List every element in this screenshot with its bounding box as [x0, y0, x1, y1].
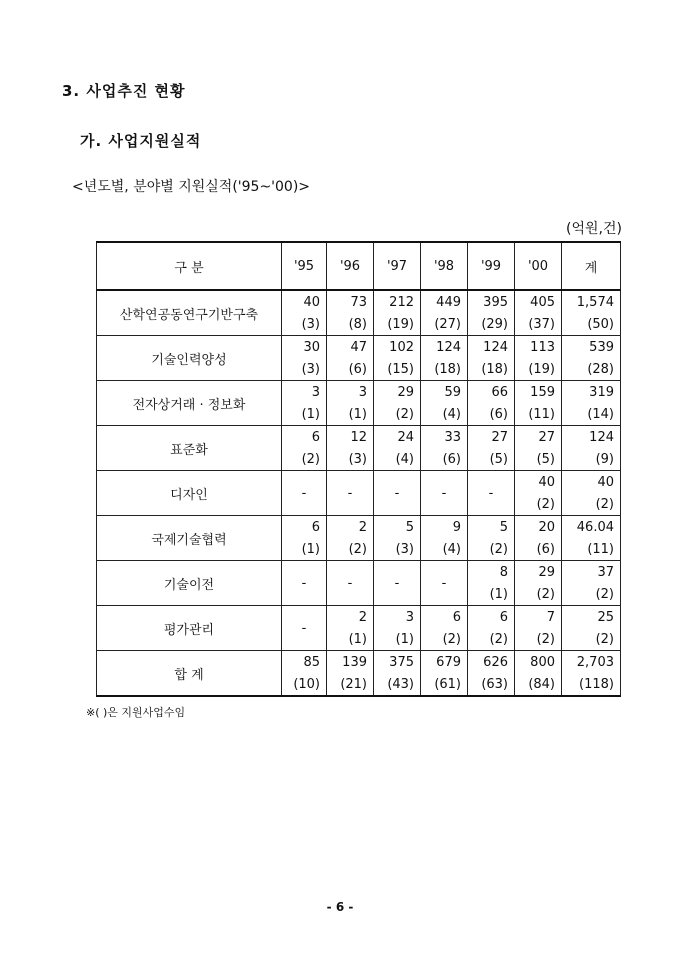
value-cell: 29: [374, 381, 421, 404]
count-cell: (19): [374, 313, 421, 336]
value-cell: 85: [282, 651, 327, 674]
value-cell: 395: [468, 290, 515, 313]
count-cell: (6): [515, 538, 562, 561]
value-cell: -: [374, 561, 421, 606]
count-cell: (15): [374, 358, 421, 381]
header-cell: 계: [562, 242, 621, 290]
table-row: [97, 561, 621, 584]
count-cell: (18): [421, 358, 468, 381]
value-cell: 6: [282, 516, 327, 539]
value-cell: 40: [515, 471, 562, 494]
value-cell: 40: [282, 290, 327, 313]
count-cell: (1): [374, 628, 421, 651]
value-cell: 46.04: [562, 516, 621, 539]
value-cell: 6: [468, 606, 515, 629]
section-heading: 3. 사업추진 현황: [62, 82, 186, 100]
value-cell: 159: [515, 381, 562, 404]
value-cell: 139: [327, 651, 374, 674]
count-cell: (8): [327, 313, 374, 336]
value-cell: 102: [374, 336, 421, 359]
count-cell: (1): [282, 403, 327, 426]
count-cell: (14): [562, 403, 621, 426]
value-cell: 30: [282, 336, 327, 359]
count-cell: (2): [515, 583, 562, 606]
category-cell: 산학연공동연구기반구축: [97, 290, 282, 336]
count-cell: (2): [515, 493, 562, 516]
value-cell: 24: [374, 426, 421, 449]
value-cell: 539: [562, 336, 621, 359]
table-row: [97, 651, 621, 674]
count-cell: (11): [562, 538, 621, 561]
category-cell: 표준화: [97, 426, 282, 471]
count-cell: (3): [282, 358, 327, 381]
value-cell: 29: [515, 561, 562, 584]
value-cell: 37: [562, 561, 621, 584]
value-cell: -: [282, 606, 327, 651]
table-row: [97, 381, 621, 404]
value-cell: 800: [515, 651, 562, 674]
table-row: [97, 516, 621, 539]
value-cell: 59: [421, 381, 468, 404]
count-cell: (2): [468, 628, 515, 651]
value-cell: 679: [421, 651, 468, 674]
count-cell: (2): [282, 448, 327, 471]
count-cell: (28): [562, 358, 621, 381]
value-cell: 73: [327, 290, 374, 313]
count-cell: (2): [515, 628, 562, 651]
value-cell: 6: [282, 426, 327, 449]
category-cell: 국제기술협력: [97, 516, 282, 561]
count-cell: (4): [421, 538, 468, 561]
header-cell: '95: [282, 242, 327, 290]
count-cell: (9): [562, 448, 621, 471]
count-cell: (3): [327, 448, 374, 471]
value-cell: 66: [468, 381, 515, 404]
table-row: [97, 290, 621, 313]
count-cell: (2): [374, 403, 421, 426]
table-row: [97, 471, 621, 494]
value-cell: -: [282, 561, 327, 606]
value-cell: 449: [421, 290, 468, 313]
count-cell: (2): [562, 628, 621, 651]
value-cell: 8: [468, 561, 515, 584]
count-cell: (21): [327, 673, 374, 696]
count-cell: (10): [282, 673, 327, 696]
count-cell: (1): [327, 403, 374, 426]
value-cell: 124: [421, 336, 468, 359]
count-cell: (2): [468, 538, 515, 561]
category-cell: 디자인: [97, 471, 282, 516]
value-cell: 113: [515, 336, 562, 359]
value-cell: 20: [515, 516, 562, 539]
header-cell: '99: [468, 242, 515, 290]
value-cell: 9: [421, 516, 468, 539]
count-cell: (6): [327, 358, 374, 381]
value-cell: 2,703: [562, 651, 621, 674]
value-cell: -: [327, 471, 374, 516]
value-cell: 375: [374, 651, 421, 674]
value-cell: 2: [327, 606, 374, 629]
table-row: [97, 606, 621, 629]
category-cell: 평가관리: [97, 606, 282, 651]
value-cell: 1,574: [562, 290, 621, 313]
count-cell: (2): [562, 493, 621, 516]
value-cell: 25: [562, 606, 621, 629]
count-cell: (11): [515, 403, 562, 426]
value-cell: 3: [282, 381, 327, 404]
category-cell: 기술이전: [97, 561, 282, 606]
header-cell: '00: [515, 242, 562, 290]
count-cell: (37): [515, 313, 562, 336]
value-cell: -: [282, 471, 327, 516]
count-cell: (84): [515, 673, 562, 696]
count-cell: (3): [282, 313, 327, 336]
value-cell: 6: [421, 606, 468, 629]
count-cell: (5): [515, 448, 562, 471]
value-cell: -: [421, 471, 468, 516]
value-cell: 27: [468, 426, 515, 449]
value-cell: 27: [515, 426, 562, 449]
count-cell: (5): [468, 448, 515, 471]
unit-label: (억원,건): [566, 221, 622, 237]
value-cell: 124: [562, 426, 621, 449]
value-cell: -: [374, 471, 421, 516]
count-cell: (63): [468, 673, 515, 696]
value-cell: 33: [421, 426, 468, 449]
count-cell: (61): [421, 673, 468, 696]
count-cell: (2): [562, 583, 621, 606]
header-cell: '96: [327, 242, 374, 290]
count-cell: (50): [562, 313, 621, 336]
count-cell: (3): [374, 538, 421, 561]
value-cell: -: [468, 471, 515, 516]
category-cell: 전자상거래 · 정보화: [97, 381, 282, 426]
category-cell: 기술인력양성: [97, 336, 282, 381]
value-cell: 5: [374, 516, 421, 539]
support-results-table: [96, 241, 621, 697]
value-cell: 3: [327, 381, 374, 404]
value-cell: 40: [562, 471, 621, 494]
footnote: ※( )은 지원사업수임: [86, 706, 186, 719]
value-cell: 12: [327, 426, 374, 449]
count-cell: (118): [562, 673, 621, 696]
count-cell: (18): [468, 358, 515, 381]
header-cell: 구 분: [97, 242, 282, 290]
value-cell: -: [421, 561, 468, 606]
header-cell: '97: [374, 242, 421, 290]
value-cell: 5: [468, 516, 515, 539]
table-row: [97, 426, 621, 449]
count-cell: (29): [468, 313, 515, 336]
table-row: [97, 336, 621, 359]
count-cell: (1): [282, 538, 327, 561]
value-cell: 626: [468, 651, 515, 674]
value-cell: 319: [562, 381, 621, 404]
header-cell: '98: [421, 242, 468, 290]
table-caption: <년도별, 분야별 지원실적('95~'00)>: [72, 179, 311, 195]
value-cell: 47: [327, 336, 374, 359]
count-cell: (1): [468, 583, 515, 606]
count-cell: (19): [515, 358, 562, 381]
category-cell: 합 계: [97, 651, 282, 697]
value-cell: 2: [327, 516, 374, 539]
count-cell: (4): [421, 403, 468, 426]
count-cell: (1): [327, 628, 374, 651]
count-cell: (43): [374, 673, 421, 696]
count-cell: (2): [421, 628, 468, 651]
count-cell: (4): [374, 448, 421, 471]
count-cell: (6): [468, 403, 515, 426]
value-cell: 405: [515, 290, 562, 313]
value-cell: -: [327, 561, 374, 606]
value-cell: 212: [374, 290, 421, 313]
table-header-row: [97, 242, 621, 290]
count-cell: (27): [421, 313, 468, 336]
value-cell: 124: [468, 336, 515, 359]
count-cell: (6): [421, 448, 468, 471]
count-cell: (2): [327, 538, 374, 561]
value-cell: 3: [374, 606, 421, 629]
subsection-heading: 가. 사업지원실적: [80, 132, 202, 150]
value-cell: 7: [515, 606, 562, 629]
page-number: - 6 -: [326, 900, 354, 914]
